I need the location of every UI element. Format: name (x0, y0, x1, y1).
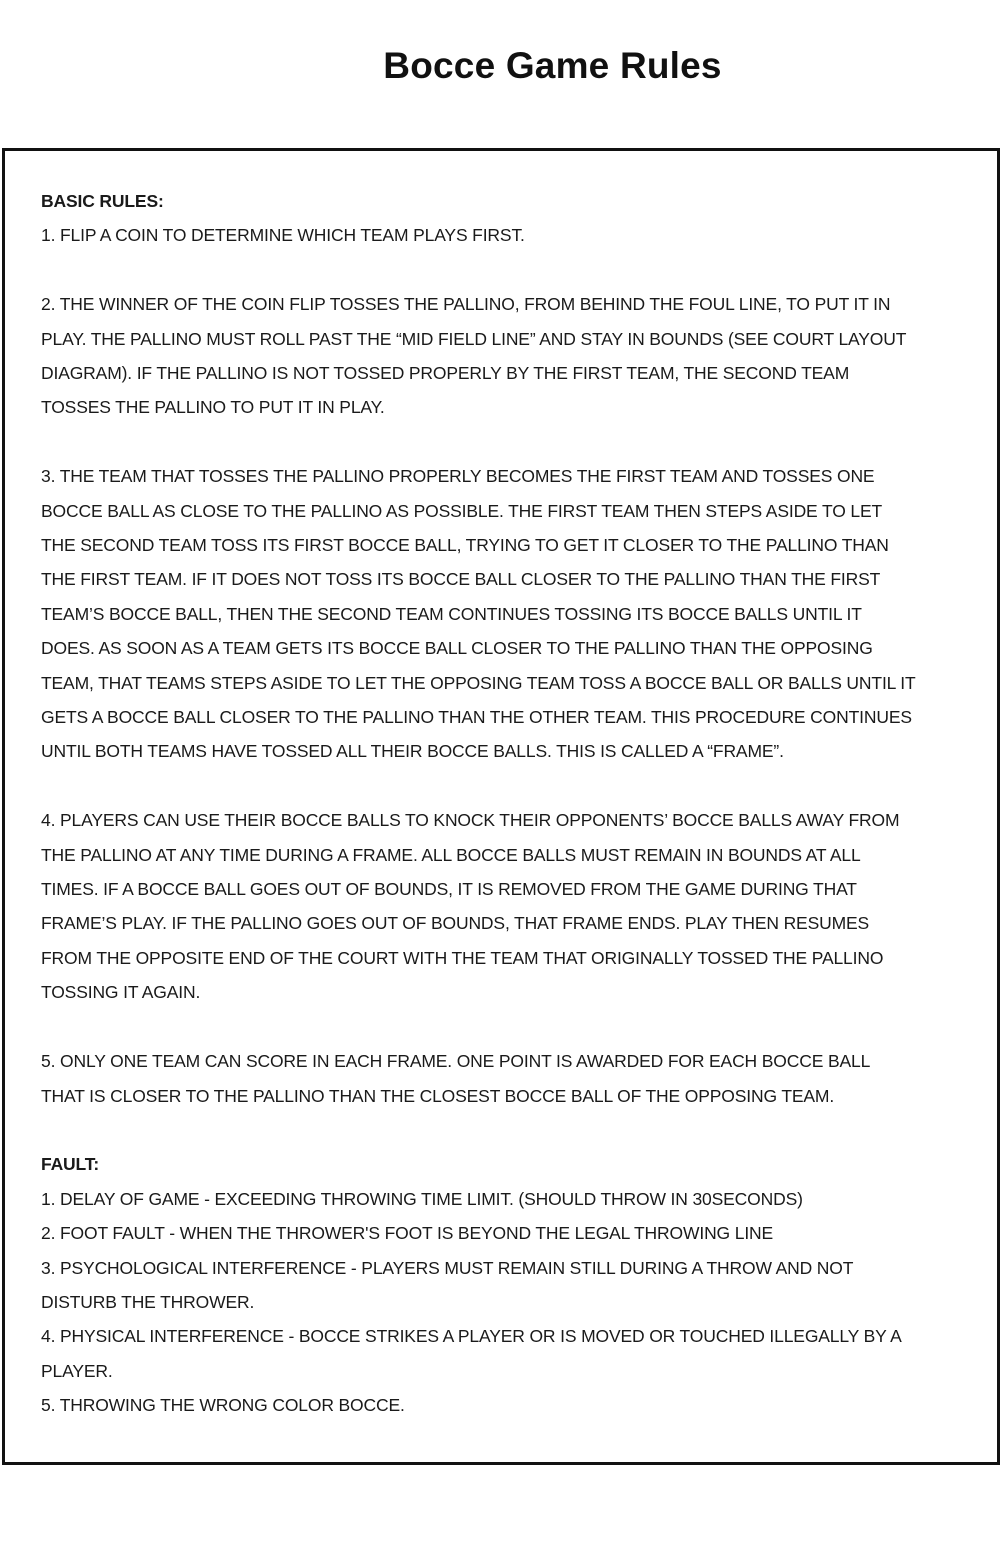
paragraph-gap (41, 253, 981, 287)
basic-rule-4 (41, 803, 981, 1009)
fault-line: 5. THROWING THE WRONG COLOR BOCCE. (41, 1395, 405, 1416)
basic-rules-heading: BASIC RULES: (41, 191, 164, 211)
rule-line: DOES. AS SOON AS A TEAM GETS ITS BOCCE BALL CLOSER TO THE PALLINO THAN THE OPPOSING (41, 638, 873, 659)
fault-heading: FAULT: (41, 1154, 100, 1175)
rule-line: PLAY. THE PALLINO MUST ROLL PAST THE “MID FIELD LINE” AND STAY IN BOUNDS (SEE COURT LAYOUT (41, 328, 907, 349)
rule-line: 1. FLIP A COIN TO DETERMINE WHICH TEAM PLAYS FIRST. (41, 225, 525, 246)
rule-line: FRAME’S PLAY. IF THE PALLINO GOES OUT OF BOUNDS, THAT FRAME ENDS. PLAY THEN RESUMES (41, 913, 870, 934)
rule-line: BOCCE BALL AS CLOSE TO THE PALLINO AS POSSIBLE. THE FIRST TEAM THEN STEPS ASIDE TO LET (41, 500, 883, 521)
fault-line: PLAYER. (41, 1360, 113, 1381)
basic-rule-5 (41, 1044, 981, 1113)
rule-line: 5. ONLY ONE TEAM CAN SCORE IN EACH FRAME. ONE POINT IS AWARDED FOR EACH BOCCE BALL (41, 1051, 871, 1072)
fault-line: 1. DELAY OF GAME - EXCEEDING THROWING TIME LIMIT. (SHOULD THROW IN 30SECONDS) (41, 1188, 803, 1209)
rule-line: 2. THE WINNER OF THE COIN FLIP TOSSES THE PALLINO, FROM BEHIND THE FOUL LINE, TO PUT IT IN (41, 294, 891, 315)
fault-line: 3. PSYCHOLOGICAL INTERFERENCE - PLAYERS MUST REMAIN STILL DURING A THROW AND NOT (41, 1257, 854, 1278)
rule-line: TEAM’S BOCCE BALL, THEN THE SECOND TEAM CONTINUES TOSSING ITS BOCCE BALLS UNTIL IT (41, 603, 862, 624)
basic-rule-1 (41, 218, 981, 252)
rule-line: DIAGRAM). IF THE PALLINO IS NOT TOSSED PROPERLY BY THE FIRST TEAM, THE SECOND TEAM (41, 363, 850, 384)
fault-line: 2. FOOT FAULT - WHEN THE THROWER'S FOOT IS BEYOND THE LEGAL THROWING LINE (41, 1223, 774, 1244)
fault-line: 4. PHYSICAL INTERFERENCE - BOCCE STRIKES A PLAYER OR IS MOVED OR TOUCHED ILLEGALLY BY A (41, 1326, 902, 1347)
fault-list (41, 1182, 981, 1423)
paragraph-gap (41, 425, 981, 459)
rule-line: GETS A BOCCE BALL CLOSER TO THE PALLINO THAN THE OTHER TEAM. THIS PROCEDURE CONTINUES (41, 707, 912, 728)
rule-line: THE PALLINO AT ANY TIME DURING A FRAME. ALL BOCCE BALLS MUST REMAIN IN BOUNDS AT ALL (41, 844, 861, 865)
rule-line: 4. PLAYERS CAN USE THEIR BOCCE BALLS TO KNOCK THEIR OPPONENTS’ BOCCE BALLS AWAY FROM (41, 810, 900, 831)
rule-line: 3. THE TEAM THAT TOSSES THE PALLINO PROPERLY BECOMES THE FIRST TEAM AND TOSSES ONE (41, 466, 875, 487)
basic-rule-3 (41, 459, 981, 769)
rule-line: TOSSES THE PALLINO TO PUT IT IN PLAY. (41, 397, 385, 418)
rule-line: FROM THE OPPOSITE END OF THE COURT WITH THE TEAM THAT ORIGINALLY TOSSED THE PALLINO (41, 947, 884, 968)
rule-line: THE SECOND TEAM TOSS ITS FIRST BOCCE BALL, TRYING TO GET IT CLOSER TO THE PALLINO THAN (41, 535, 889, 556)
rule-line: TOSSING IT AGAIN. (41, 982, 201, 1003)
page-title: Bocce Game Rules (383, 45, 722, 86)
paragraph-gap (41, 1113, 981, 1147)
rule-line: THAT IS CLOSER TO THE PALLINO THAN THE CLOSEST BOCCE BALL OF THE OPPOSING TEAM. (41, 1085, 835, 1106)
basic-rule-2 (41, 287, 981, 425)
paragraph-gap (41, 769, 981, 803)
rule-line: THE FIRST TEAM. IF IT DOES NOT TOSS ITS BOCCE BALL CLOSER TO THE PALLINO THAN THE FIRST (41, 569, 881, 590)
rule-line: UNTIL BOTH TEAMS HAVE TOSSED ALL THEIR BOCCE BALLS. THIS IS CALLED A “FRAME”. (41, 741, 784, 762)
rules-content (41, 184, 981, 1423)
paragraph-gap (41, 1010, 981, 1044)
fault-line: DISTURB THE THROWER. (41, 1291, 255, 1312)
rule-line: TIMES. IF A BOCCE BALL GOES OUT OF BOUNDS, IT IS REMOVED FROM THE GAME DURING THAT (41, 879, 857, 900)
rules-box (2, 148, 1000, 1465)
rule-line: TEAM, THAT TEAMS STEPS ASIDE TO LET THE OPPOSING TEAM TOSS A BOCCE BALL OR BALLS UNTIL IT (41, 672, 916, 693)
